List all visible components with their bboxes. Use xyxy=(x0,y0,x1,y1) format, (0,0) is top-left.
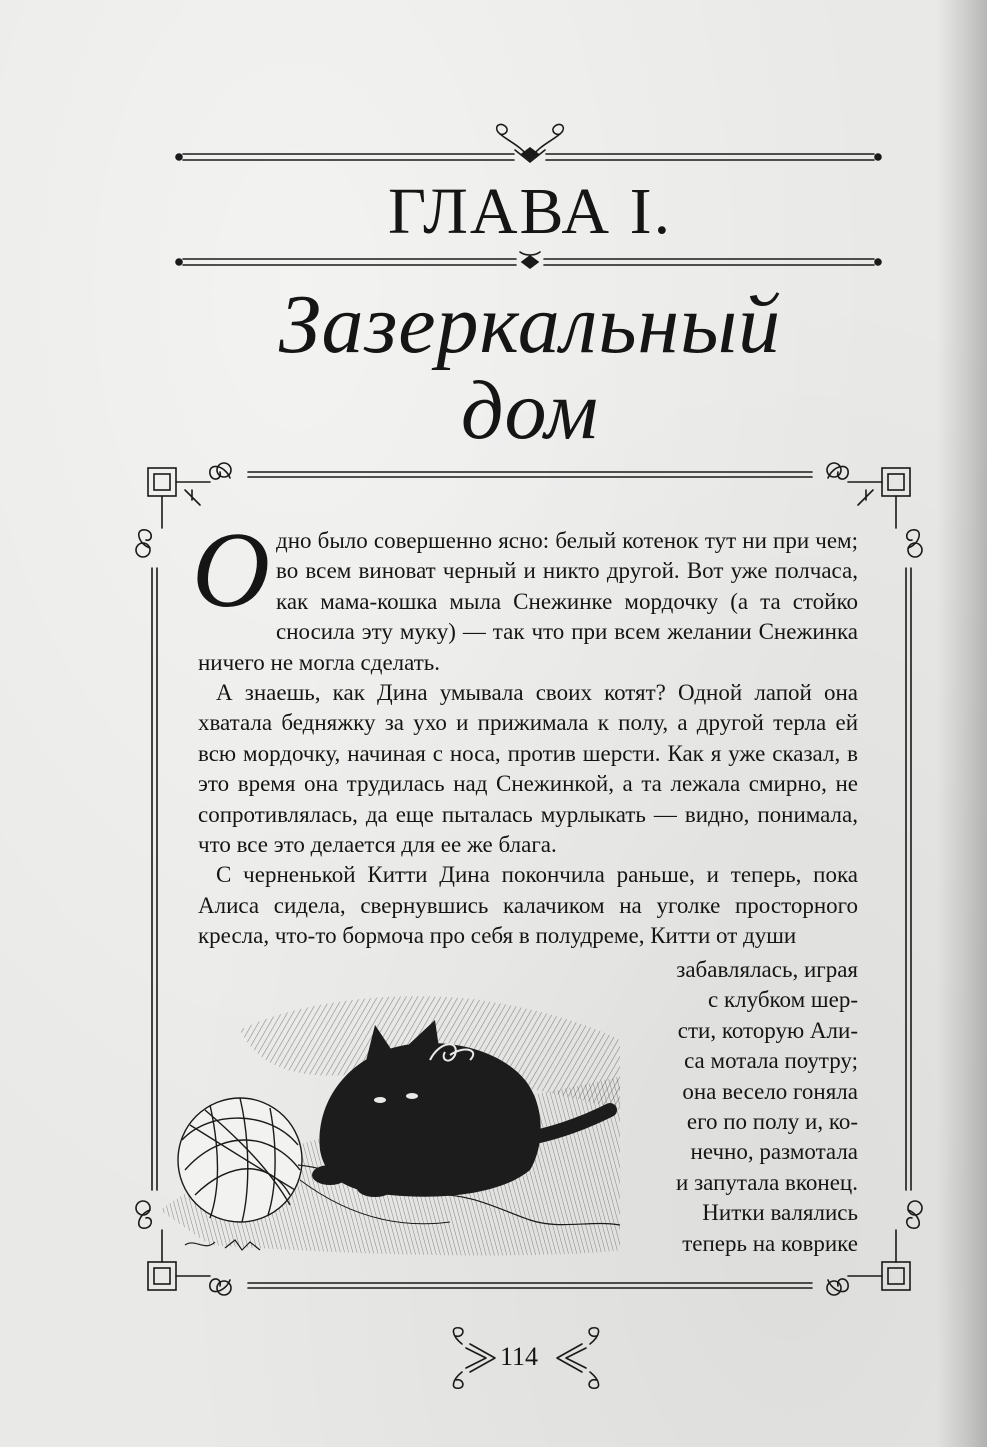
wrap-line: са мотала поутру; xyxy=(684,1048,858,1074)
chapter-title-line-2: дом xyxy=(461,364,599,457)
wrap-line: сти, которую Али- xyxy=(677,1017,858,1043)
chapter-title-line-1: Зазеркальный xyxy=(278,278,782,371)
wrap-line: его по полу и, ко- xyxy=(686,1109,858,1135)
top-flourish-ornament xyxy=(497,124,564,162)
paragraph-1 xyxy=(192,511,858,678)
yarn-ball xyxy=(178,1098,302,1222)
wrap-line: она весело гоняла xyxy=(682,1078,858,1104)
kitten-yarn-illustration xyxy=(150,960,620,1280)
chapter-heading: ГЛАВА I. xyxy=(387,175,673,248)
wrap-line: и запутала вконец. xyxy=(676,1169,858,1195)
paragraph-3: С черненькой Китти Дина покончила раньше, и теперь, пока Алиса сидела, свернувшись калачиком на уголке просторного кресла, что-то бормоча про себя в полудреме, Китти от души xyxy=(198,862,858,949)
wrap-line: забавлялась, играя xyxy=(676,957,858,982)
wrap-line: Нитки валялись xyxy=(702,1200,858,1226)
chapter-bottom-rule xyxy=(176,252,881,268)
wrap-line: теперь на коврике xyxy=(682,1230,858,1256)
wrap-line: с клубком шер- xyxy=(708,987,858,1013)
wrap-line: нечно, размотала xyxy=(690,1139,858,1165)
body-text xyxy=(192,511,858,952)
paragraph-1-text: дно было совершенно ясно: белый котенок тут ни при чем; во всем виноват черный и никто другой. Вот уже полчаса, как мама-кошка мыла Снежинке мордочку (а та стойко сносила эту муку) — так что при всем желании Снежинка ничего не могла сделать. xyxy=(198,528,858,675)
wrapped-text-column xyxy=(626,955,858,1259)
drop-cap: О xyxy=(192,511,270,630)
chapter-title xyxy=(180,278,880,457)
page-number: 114 xyxy=(499,1342,539,1371)
paragraph-2: А знаешь, как Дина умывала своих котят? Одной лапой она хватала бедняжку за ухо и прижимала к полу, а другой терла ей всю мордочку, начиная с носа, против шерсти. Как я уже сказал, в это время она трудилась над Снежинкой, а та лежала смирно, не сопротивлялась, да еще пыталась мурлыкать — видно, понимала, что все это делается для ее же блага. xyxy=(198,680,858,858)
pagenum-right-flourish xyxy=(557,1328,599,1389)
